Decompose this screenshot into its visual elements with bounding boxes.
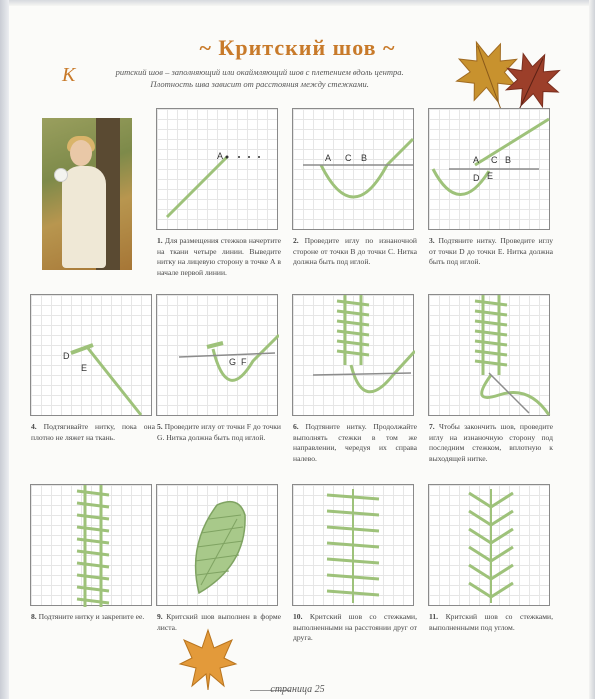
step-8-text: Подтяните нитку и закрепите ее.	[38, 612, 145, 621]
intro-line-2: Плотность шва зависит от расстояния между стежками.	[150, 79, 369, 89]
step-1-caption	[157, 236, 281, 278]
page-edge-top	[0, 0, 595, 6]
label-c: C	[491, 155, 498, 165]
step-4-text: Подтягивайте нитку, пока она плотно не ляжет на ткань.	[31, 422, 155, 442]
step-5-number: 5.	[157, 422, 163, 431]
step-2-number: 2.	[293, 236, 299, 245]
step-5-diagram	[156, 294, 278, 416]
embroidered-cape	[62, 166, 106, 268]
page-title: ~ Критский шов ~	[199, 35, 396, 60]
step-6-caption	[293, 422, 417, 464]
step-2-diagram	[292, 108, 414, 230]
step-5-text: Проведите иглу от точки F до точки G. Нитка должна быть под иглой.	[157, 422, 281, 442]
step-7-diagram	[428, 294, 550, 416]
step-7-text: Чтобы закончить шов, проведите иглу на изнаночную сторону под последним стежком, вплотную к выходящей нитке.	[429, 422, 553, 463]
step-3-number: 3.	[429, 236, 435, 245]
label-e: E	[81, 363, 88, 373]
step-9-number: 9.	[157, 612, 163, 621]
step-7-number: 7.	[429, 422, 435, 431]
intro-drop-cap: К	[62, 64, 76, 86]
girl-face	[70, 140, 92, 166]
page-number: страница 25	[270, 684, 325, 695]
step-8-number: 8.	[31, 612, 37, 621]
label-c: C	[345, 153, 352, 163]
step-9-diagram	[156, 484, 278, 606]
step-8-diagram	[30, 484, 152, 606]
label-e: E	[487, 171, 494, 181]
girl-in-cape-photo	[42, 118, 132, 270]
label-f: F	[241, 357, 247, 367]
step-3-text: Подтяните нитку. Проведите иглу от точки D до точки Е. Нитка должна быть под иглой.	[429, 236, 553, 266]
step-2-caption	[293, 236, 417, 268]
step-10-text: Критский шов со стежками, выполненными на расстоянии друг от друга.	[293, 612, 417, 642]
label-a: A	[325, 153, 332, 163]
step-10-number: 10.	[293, 612, 303, 621]
step-3-caption	[429, 236, 553, 268]
step-1-diagram	[156, 108, 278, 230]
step-10-caption	[293, 612, 417, 644]
step-11-caption	[429, 612, 553, 633]
intro-line-1: ритский шов – заполняющий или окаймляющий шов с плетением вдоль центра.	[115, 67, 404, 77]
maple-leaf-icon	[178, 628, 238, 692]
label-b: B	[505, 155, 512, 165]
step-3-diagram	[428, 108, 550, 230]
label-d: D	[63, 351, 70, 361]
step-7-caption	[429, 422, 553, 464]
step-4-diagram	[30, 294, 152, 416]
intro-text	[62, 66, 442, 90]
ball	[54, 168, 68, 182]
step-10-diagram	[292, 484, 414, 606]
page-edge-left	[0, 0, 9, 699]
step-1-number: 1.	[157, 236, 163, 245]
step-2-text: Проведите иглу по изнаночной стороне от точки В до точки С. Нитка должна быть под иглой.	[293, 236, 417, 266]
step-11-diagram	[428, 484, 550, 606]
step-6-text: Подтяните нитку. Продолжайте выполнять стежки в том же направлении, чередуя их справа налево.	[293, 422, 417, 463]
label-d: D	[473, 173, 480, 183]
step-9-text: Критский шов выполнен в форме листа.	[157, 612, 281, 632]
label-a: A	[217, 151, 224, 161]
step-8-caption	[31, 612, 155, 623]
label-b: B	[361, 153, 368, 163]
step-11-number: 11.	[429, 612, 439, 621]
step-4-number: 4.	[31, 422, 37, 431]
page-edge-right	[589, 0, 595, 699]
label-a: A	[473, 155, 480, 165]
step-6-diagram	[292, 294, 414, 416]
step-6-number: 6.	[293, 422, 299, 431]
step-4-caption	[31, 422, 155, 443]
step-1-text: Для размещения стежков начертите на ткани четыре линии. Выведите нитку на лицевую сторону в точке А в начале первой линии.	[157, 236, 281, 277]
step-5-caption	[157, 422, 281, 443]
label-g: G	[229, 357, 237, 367]
step-11-text: Критский шов со стежками, выполненными под углом.	[429, 612, 553, 632]
